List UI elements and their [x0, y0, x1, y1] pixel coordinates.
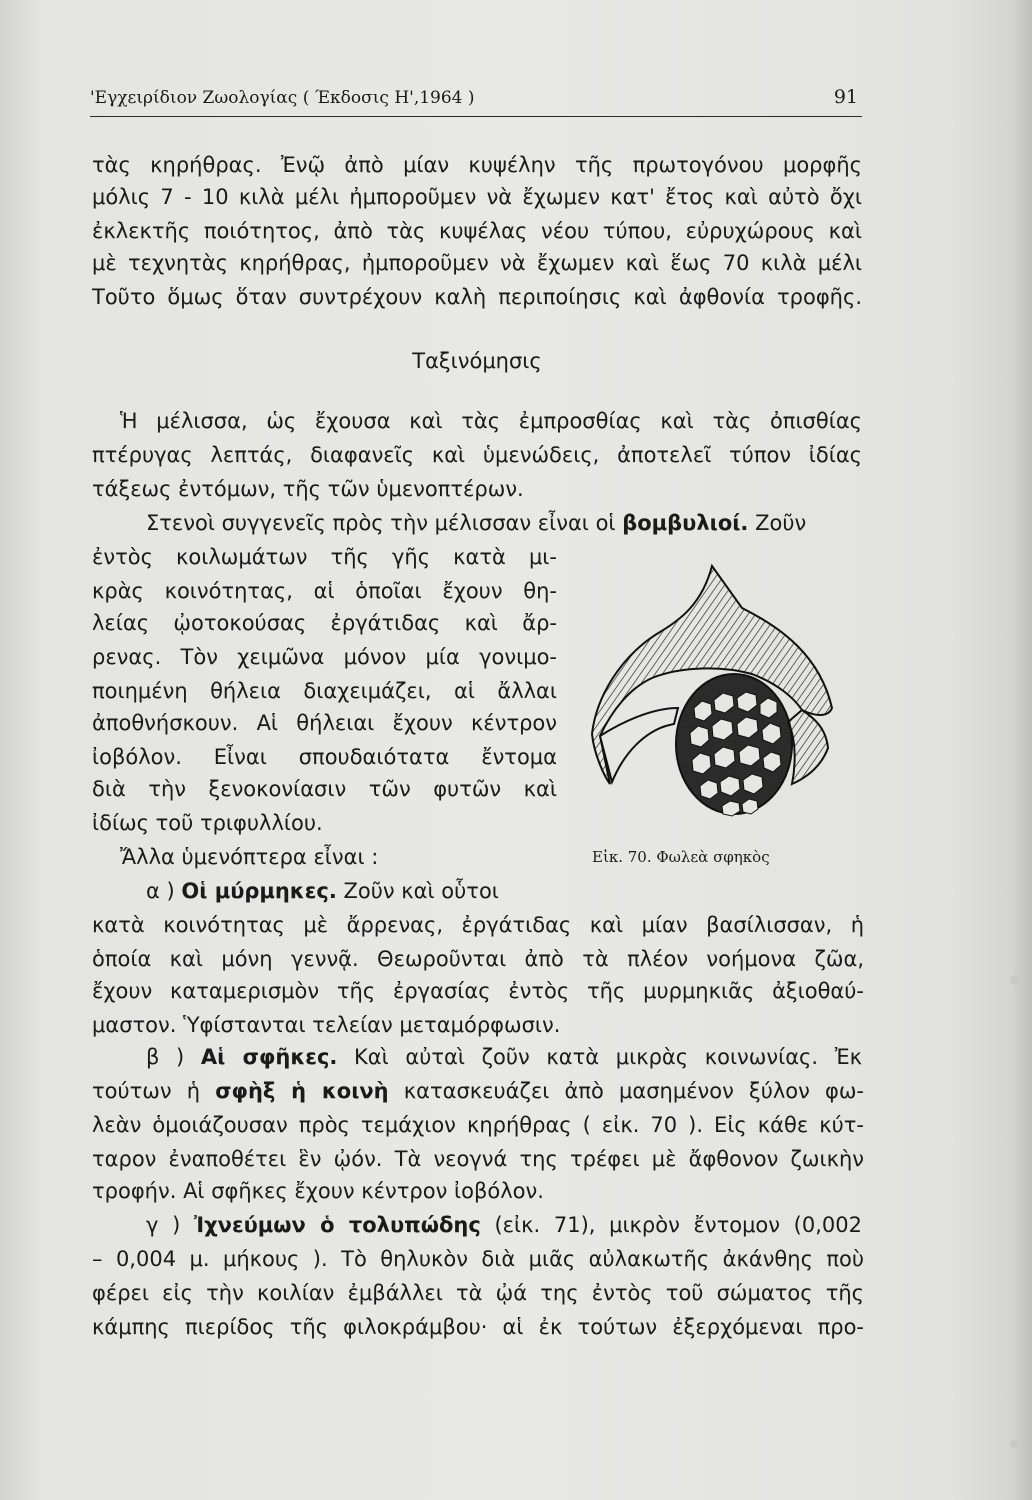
wasp-nest-illustration	[582, 558, 862, 848]
text-line: ἰοβόλον. Εἶναι σπουδαιότατα ἔντομα	[92, 745, 557, 769]
text-line: τροφήν. Αἱ σφῆκες ἔχουν κέντρον ἰοβόλον.	[92, 1179, 544, 1203]
text-line: Ἄλλα ὑμενόπτερα εἶναι :	[120, 845, 379, 869]
text-line: λείας ᾠοτοκούσας ἐργάτιδας καὶ ἄρ-	[92, 611, 557, 635]
scan-speck	[1010, 1440, 1018, 1448]
nest-flap	[600, 708, 678, 782]
text-line: διὰ τὴν ξενοκονίασιν τῶν φυτῶν καὶ	[92, 777, 557, 801]
text-line: ταρον ἐναποθέτει ἓν ᾠόν. Τὰ νεογνά της τρέφει μὲ ἄφθονον ζωικὴν	[92, 1147, 864, 1171]
figure-caption: Εἰκ. 70. Φωλεὰ σφηκὸς	[592, 848, 770, 866]
text-line: κρὰς κοινότητας, αἱ ὁποῖαι ἔχουν θη-	[92, 579, 557, 603]
text-line: Ἡ μέλισσα, ὡς ἔχουσα καὶ τὰς ἐμπροσθίας καὶ τὰς ὀπισθίας	[120, 409, 862, 433]
text-line: μαστον. Ὑφίστανται τελείαν μεταμόρφωσιν.	[92, 1013, 561, 1037]
term-wasps: Αἱ σφῆκες.	[200, 1045, 338, 1069]
text-run: Στενοὶ συγγενεῖς πρὸς τὴν μέλισσαν εἶναι οἱ	[146, 511, 623, 535]
list-marker: γ )	[146, 1213, 194, 1237]
term-bumblebees: βομβυλιοί.	[622, 511, 749, 535]
text-run: Ζοῦν	[748, 511, 807, 535]
text-line: ποιημένη θήλεια διαχειμάζει, αἱ ἄλλαι	[92, 679, 557, 703]
term-ants: Οἱ μύρμηκες.	[181, 879, 337, 903]
text-line: ἔχουν καταμερισμὸν τῆς ἐργασίας ἐντὸς τῆς μυρμηκιᾶς ἀξιοθαύ-	[92, 979, 864, 1003]
text-line: ἐκλεκτῆς ποιότητος, ἀπὸ τὰς κυψέλας νέου τύπου, εὐρυχώρους καὶ	[92, 219, 862, 243]
text-run: (εἰκ. 71), μικρὸν ἔντομον (0,002	[480, 1213, 862, 1237]
text-run: τούτων ἡ	[92, 1079, 216, 1103]
text-line: – 0,004 μ. μήκους ). Τὸ θηλυκὸν διὰ μιᾶς αὐλακωτῆς ἀκάνθης ποὺ	[92, 1247, 864, 1271]
text-line	[146, 876, 499, 906]
text-line: Τοῦτο ὅμως ὅταν συντρέχουν καλὴ περιποίησις καὶ ἀφθονία τροφῆς.	[92, 285, 862, 309]
text-line	[146, 1210, 862, 1240]
text-line: μόλις 7 - 10 κιλὰ μέλι ἠμποροῦμεν νὰ ἔχωμεν κατ' ἔτος καὶ αὐτὸ ὄχι	[92, 185, 862, 209]
nest-envelope-right	[788, 710, 828, 784]
text-line	[92, 1076, 864, 1106]
page-edge	[1010, 0, 1032, 1500]
list-marker: α )	[146, 879, 182, 903]
text-run: Καὶ αὐταὶ ζοῦν κατὰ μικρὰς κοινωνίας. Ἐκ	[337, 1045, 862, 1069]
text-line	[146, 508, 806, 538]
text-line	[146, 1042, 862, 1072]
text-line: ρενας. Τὸν χειμῶνα μόνον μία γονιμο-	[92, 645, 557, 669]
running-header	[90, 86, 862, 117]
text-line: ἐντὸς κοιλωμάτων τῆς γῆς κατὰ μι-	[92, 545, 557, 569]
text-line: κάμπης πιερίδος τῆς φιλοκράμβου· αἱ ἐκ τούτων ἐξερχόμεναι προ-	[92, 1315, 864, 1339]
header-title: 'Εγχειρίδιον Ζωολογίας ( Έκδοσις Η',1964 )	[90, 88, 475, 108]
list-marker: β )	[146, 1045, 201, 1069]
text-line: τὰς κηρήθρας. Ἐνῷ ἀπὸ μίαν κυψέλην τῆς πρωτογόνου μορφῆς	[92, 153, 862, 177]
scan-speck	[1010, 975, 1020, 985]
text-line: φέρει εἰς τὴν κοιλίαν ἐμβάλλει τὰ ᾠά της ἐντὸς τοῦ σώματος τῆς	[92, 1281, 864, 1305]
page-number: 91	[833, 86, 858, 108]
term-common-wasp: σφὴξ ἡ κοινὴ	[215, 1079, 389, 1103]
text-line: τάξεως ἐντόμων, τῆς τῶν ὑμενοπτέρων.	[92, 477, 524, 501]
term-ichneumon: Ἰχνεύμων ὁ τολυπώδης	[193, 1213, 481, 1237]
text-line: ἀποθνήσκουν. Αἱ θήλειαι ἔχουν κέντρον	[92, 711, 557, 735]
section-heading: Ταξινόμησις	[412, 349, 542, 373]
text-run: Ζοῦν καὶ οὗτοι	[336, 879, 499, 903]
text-run: κατασκευάζει ἀπὸ μασημένον ξύλον φω-	[388, 1079, 865, 1103]
text-line: πτέρυγας λεπτάς, διαφανεῖς καὶ ὑμενώδεις, ἀποτελεῖ τύπον ἰδίας	[92, 443, 862, 467]
text-line: λεὰν ὁμοιάζουσαν πρὸς τεμάχιον κηρήθρας ( εἰκ. 70 ). Εἰς κάθε κύτ-	[92, 1113, 864, 1137]
text-line: κατὰ κοινότητας μὲ ἄρρενας, ἐργάτιδας καὶ μίαν βασίλισσαν, ἡ	[92, 913, 864, 937]
text-line: ὁποία καὶ μόνη γεννᾷ. Θεωροῦνται ἀπὸ τὰ πλέον νοήμονα ζῶα,	[92, 947, 864, 971]
text-line: μὲ τεχνητὰς κηρήθρας, ἠμποροῦμεν νὰ ἔχωμεν καὶ ἕως 70 κιλὰ μέλι	[92, 251, 862, 275]
text-line: ἰδίως τοῦ τριφυλλίου.	[92, 811, 323, 835]
